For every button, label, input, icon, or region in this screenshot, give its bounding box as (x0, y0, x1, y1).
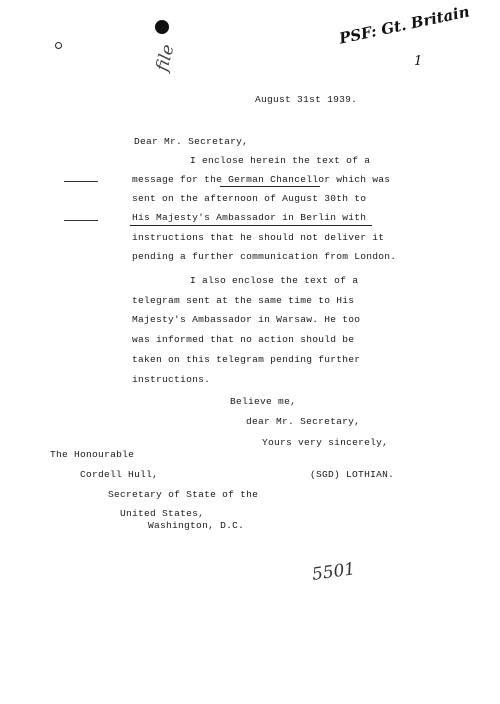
para1-line-2: message for the German Chancellor which was (132, 174, 391, 185)
underline-ambassador-berlin (130, 225, 372, 226)
addressee-line-4: United States, (120, 508, 205, 519)
bottom-number: 5501 (310, 559, 357, 585)
addressee-line-3: Secretary of State of the (108, 489, 259, 500)
para1-line-4: His Majesty's Ambassador in Berlin with (132, 212, 367, 223)
closing-dear: dear Mr. Secretary, (246, 416, 361, 427)
addressee-line-1: The Honourable (50, 449, 135, 460)
margin-dash (64, 181, 98, 182)
hole-punch-icon (55, 42, 62, 49)
page-number: 1 (414, 54, 423, 69)
underline-german-chancellor (220, 186, 320, 187)
closing-yours: Yours very sincerely, (262, 437, 389, 448)
para2-line-2: telegram sent at the same time to His (132, 295, 355, 306)
addressee-line-2: Cordell Hull, (80, 469, 159, 480)
letter-date: August 31st 1939. (255, 94, 358, 105)
para1-line-1: I enclose herein the text of a (190, 155, 371, 166)
para2-line-4: was informed that no action should be (132, 334, 355, 345)
file-scribble: file (152, 42, 179, 74)
para1-line-3: sent on the afternoon of August 30th to (132, 193, 367, 204)
closing-believe: Believe me, (230, 396, 297, 407)
para2-line-3: Majesty's Ambassador in Warsaw. He too (132, 314, 361, 325)
ink-blot-icon (155, 20, 169, 34)
signature: (SGD) LOTHIAN. (310, 469, 395, 480)
para1-line-6: pending a further communication from London. (132, 251, 397, 262)
para2-line-5: taken on this telegram pending further (132, 354, 361, 365)
addressee-line-5: Washington, D.C. (148, 520, 245, 531)
psf-annotation: PSF: Gt. Britain (337, 2, 472, 48)
salutation: Dear Mr. Secretary, (134, 136, 249, 147)
para2-line-6: instructions. (132, 374, 211, 385)
margin-dash (64, 220, 98, 221)
para2-line-1: I also enclose the text of a (190, 275, 359, 286)
para1-line-5: instructions that he should not deliver it (132, 232, 385, 243)
